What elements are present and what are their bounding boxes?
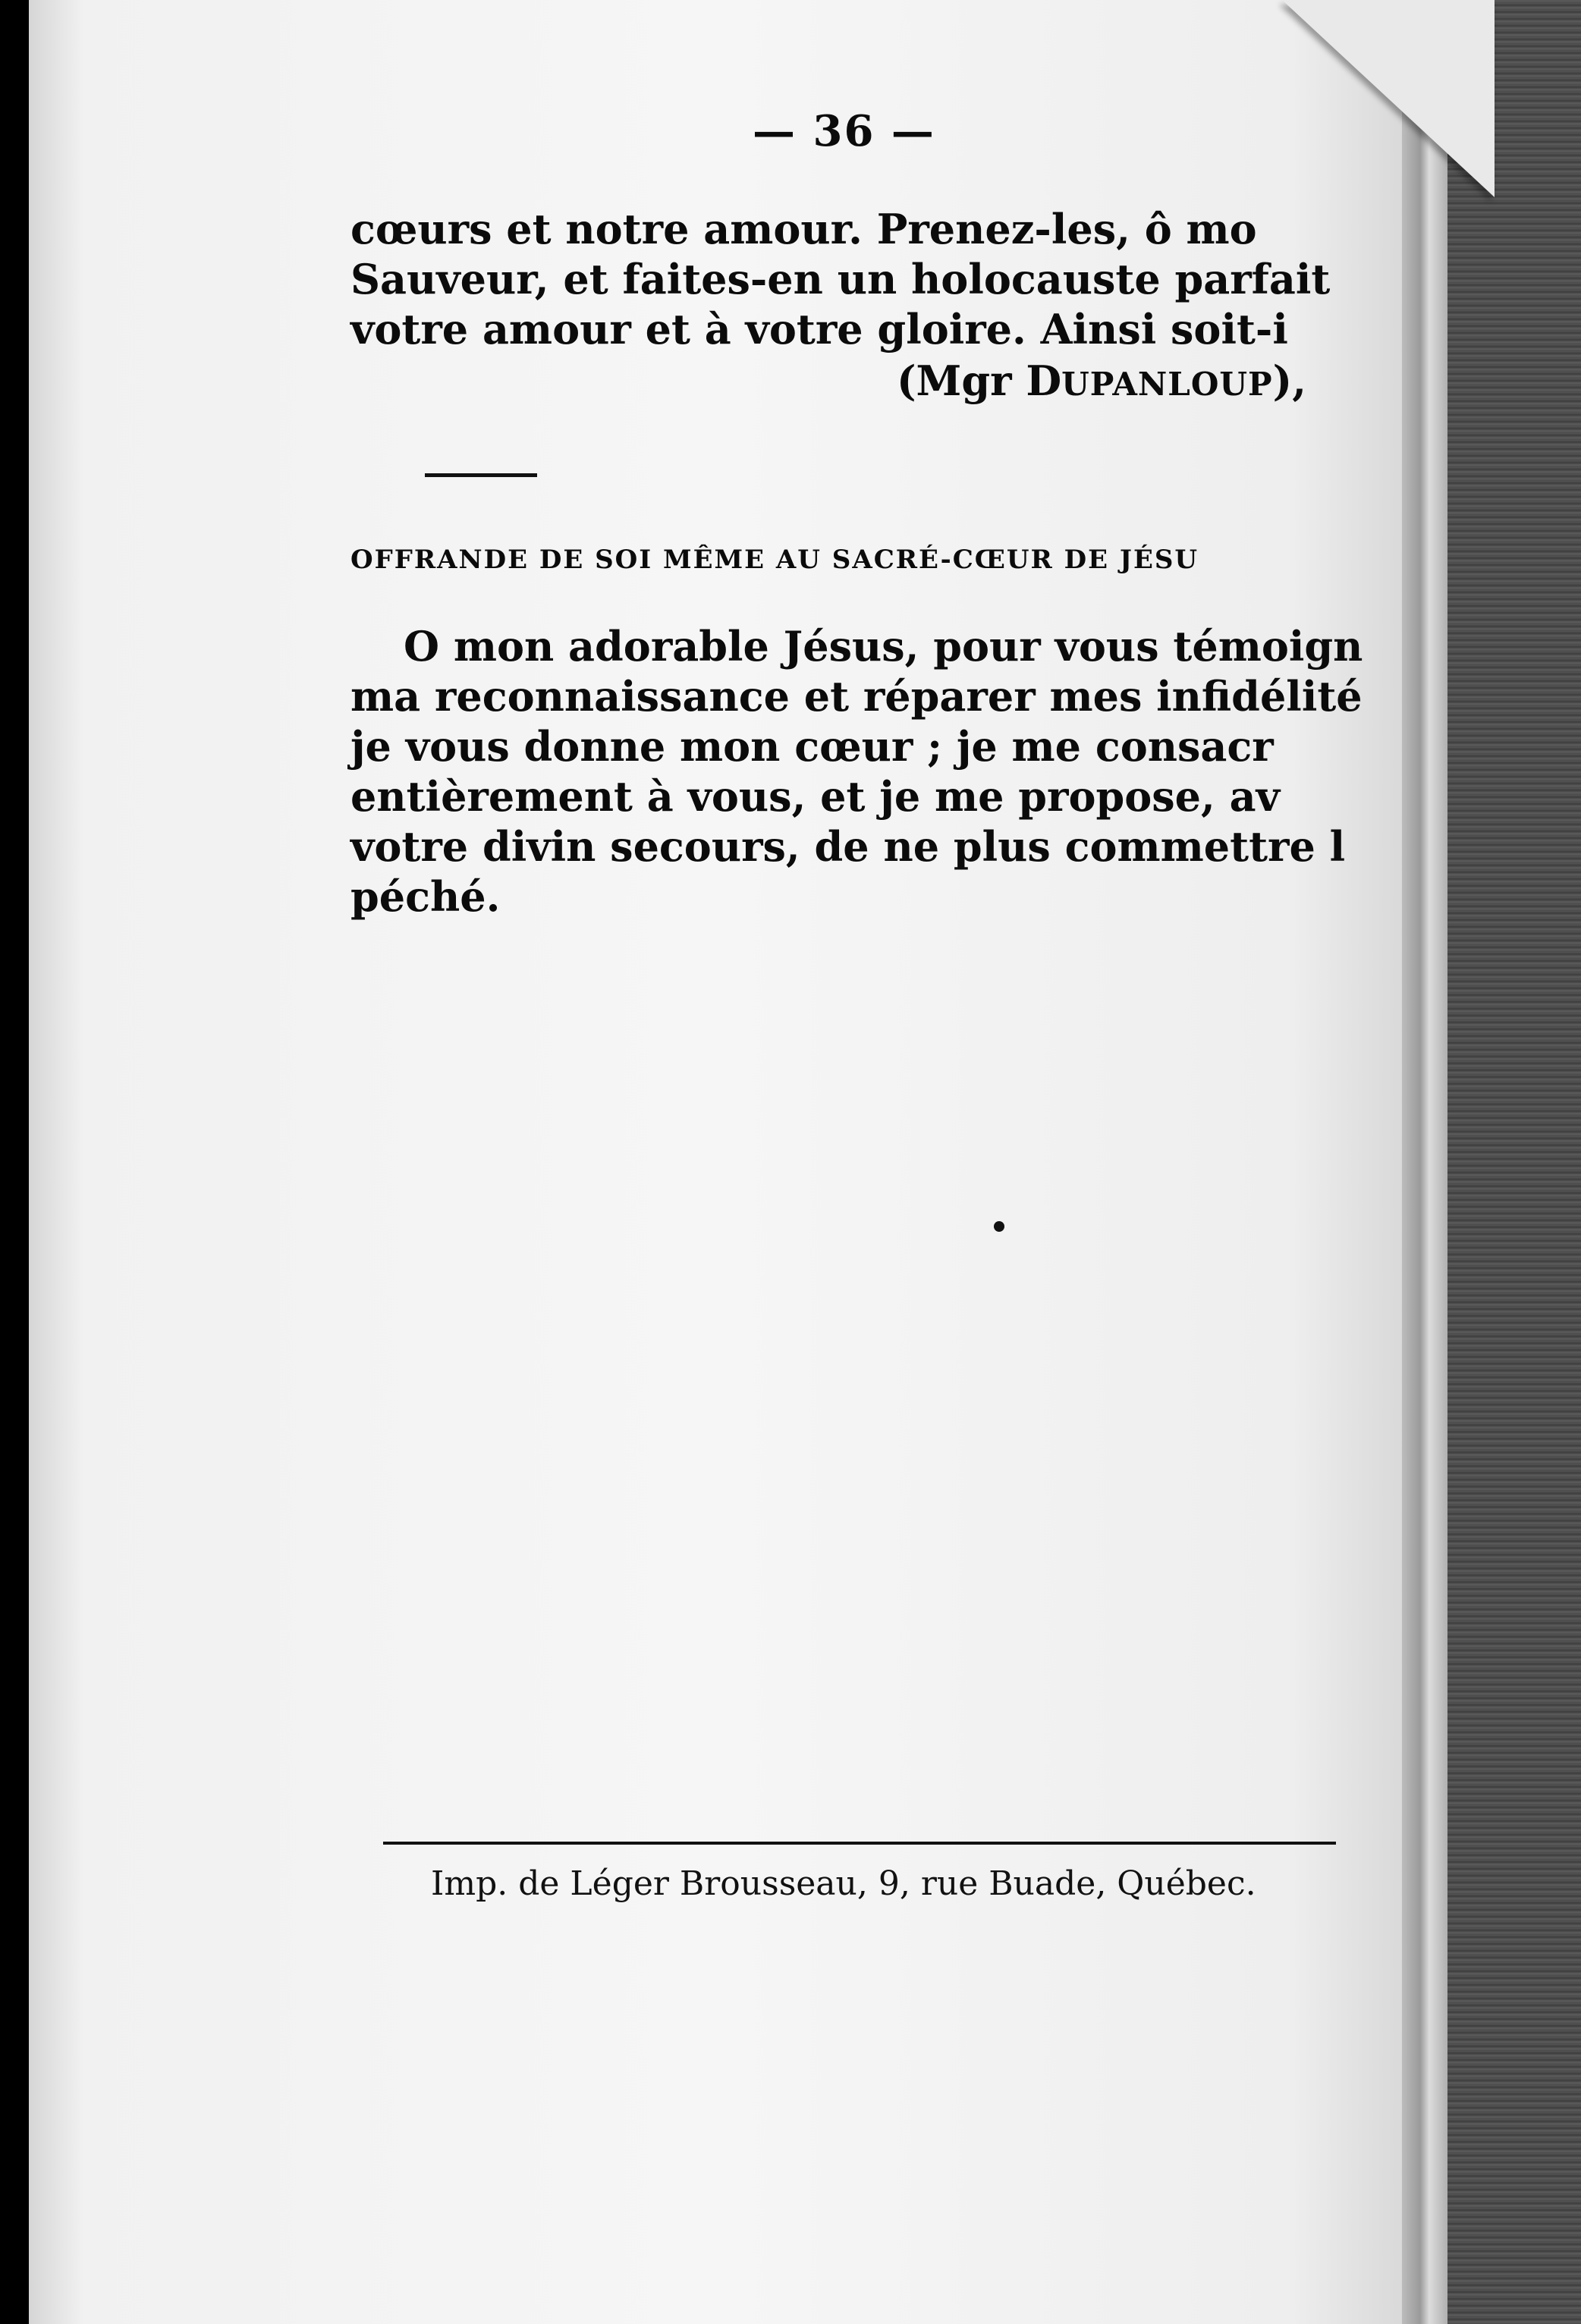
ink-speck	[994, 1221, 1004, 1232]
attribution-close: ),	[1272, 356, 1306, 405]
offrande-line: votre divin secours, de ne plus commettre l	[350, 822, 1346, 871]
section-heading: OFFRANDE DE SOI MÊME AU SACRÉ-CŒUR DE JÉSU	[350, 545, 1199, 575]
offrande-line: entièrement à vous, et je me propose, av	[350, 772, 1280, 821]
background-page-stack	[1447, 0, 1581, 2324]
page-number: — 36 —	[753, 106, 935, 156]
offrande-line: péché.	[350, 872, 501, 921]
attribution	[897, 356, 1306, 405]
footer-rule	[383, 1842, 1336, 1845]
attribution-open: (Mgr D	[897, 356, 1062, 405]
prayer-line: Sauveur, et faites-en un holocauste parfait	[350, 255, 1331, 303]
prayer-line: votre amour et à votre gloire. Ainsi soit-i	[350, 305, 1288, 353]
attribution-name: UPANLOUP	[1061, 366, 1273, 403]
offrande-line: je vous donne mon cœur ; je me consacr	[350, 722, 1274, 771]
folded-corner	[1282, 0, 1495, 197]
printer-imprint: Imp. de Léger Brousseau, 9, rue Buade, Québec.	[431, 1864, 1256, 1903]
offrande-line: O mon adorable Jésus, pour vous témoign	[404, 622, 1363, 671]
section-separator	[425, 473, 537, 477]
page-edge-shadow	[1402, 0, 1447, 2324]
prayer-line: cœurs et notre amour. Prenez-les, ô mo	[350, 205, 1257, 253]
offrande-line: ma reconnaissance et réparer mes infidélité	[350, 672, 1363, 721]
